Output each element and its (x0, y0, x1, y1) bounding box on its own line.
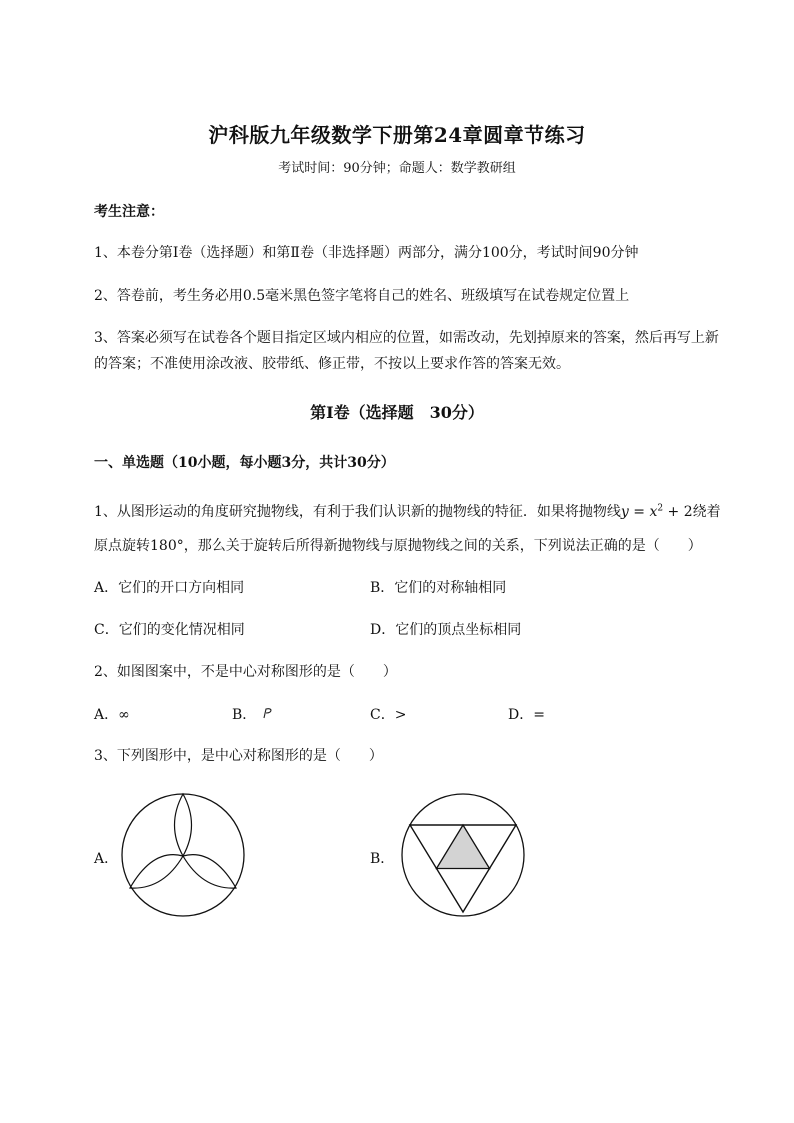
q2-option-c[interactable]: C．> (370, 707, 407, 723)
q1-stem-text: 1、从图形运动的角度研究抛物线，有利于我们认识新的抛物线的特征．如果将抛物线 (94, 504, 621, 520)
q1-stem-line2: 原点旋转180°，那么关于旋转后所得新抛物线与原抛物线之间的关系，下列说法正确的是（ ） (94, 538, 702, 554)
notice-item-2: 2、答卷前，考生务必用0.5毫米黑色签字笔将自己的姓名、班级填写在试卷规定位置上 (94, 288, 630, 304)
notice-item-3-line2: 的答案；不准使用涂改液、胶带纸、修正带，不按以上要求作答的答案无效。 (94, 356, 570, 372)
section-title: 第I卷（选择题 30分） (310, 403, 484, 422)
q1-formula-tail: + 2 (663, 504, 693, 520)
q1-stem-end: 绕着 (692, 504, 721, 520)
q2-option-a[interactable]: A．∞ (94, 707, 130, 723)
q3-option-a[interactable]: A． (94, 851, 119, 867)
q3-stem: 3、下列图形中，是中心对称图形的是（ ） (94, 748, 383, 764)
q1-formula-y: y (620, 504, 629, 520)
q1-stem-line1 (94, 501, 721, 521)
q1-formula-eq: = (628, 504, 650, 520)
q3-figure-b (398, 790, 528, 920)
page-subtitle: 考试时间：90分钟；命题人：数学教研组 (278, 161, 516, 176)
q1-formula-x: x (649, 504, 658, 520)
q1-formula-exp: 2 (657, 503, 664, 514)
q3-option-b[interactable]: B． (370, 851, 395, 867)
q2-option-b[interactable] (232, 704, 275, 724)
q3-b-shaded-triangle (437, 825, 490, 869)
notice-heading: 考生注意： (94, 204, 164, 220)
q3-figure-a (118, 790, 248, 920)
part-heading: 一、单选题（10小题，每小题3分，共计30分） (94, 455, 395, 471)
q3-a-left-petal (130, 855, 183, 888)
q2-stem: 2、如图图案中，不是中心对称图形的是（ ） (94, 664, 397, 680)
q1-option-c[interactable]: C．它们的变化情况相同 (94, 622, 245, 638)
page-title: 沪科版九年级数学下册第24章圆章节练习 (208, 123, 586, 147)
q1-option-d[interactable]: D．它们的顶点坐标相同 (370, 622, 522, 638)
q2-option-b-label: B． (232, 707, 257, 723)
notice-item-3-line1: 3、答案必须写在试卷各个题目指定区域内相应的位置，如需改动，先划掉原来的答案，然后再写上新 (94, 330, 719, 346)
q3-a-top-petal (175, 794, 192, 856)
q1-option-b[interactable]: B．它们的对称轴相同 (370, 580, 507, 596)
notice-item-1: 1、本卷分第I卷（选择题）和第Ⅱ卷（非选择题）两部分，满分100分，考试时间90分钟 (94, 245, 639, 261)
q2-option-b-symbol-icon (261, 707, 275, 719)
q3-a-right-petal (183, 855, 236, 888)
q1-option-a[interactable]: A．它们的开口方向相同 (94, 580, 245, 596)
q2-option-d[interactable]: D．= (508, 707, 545, 723)
